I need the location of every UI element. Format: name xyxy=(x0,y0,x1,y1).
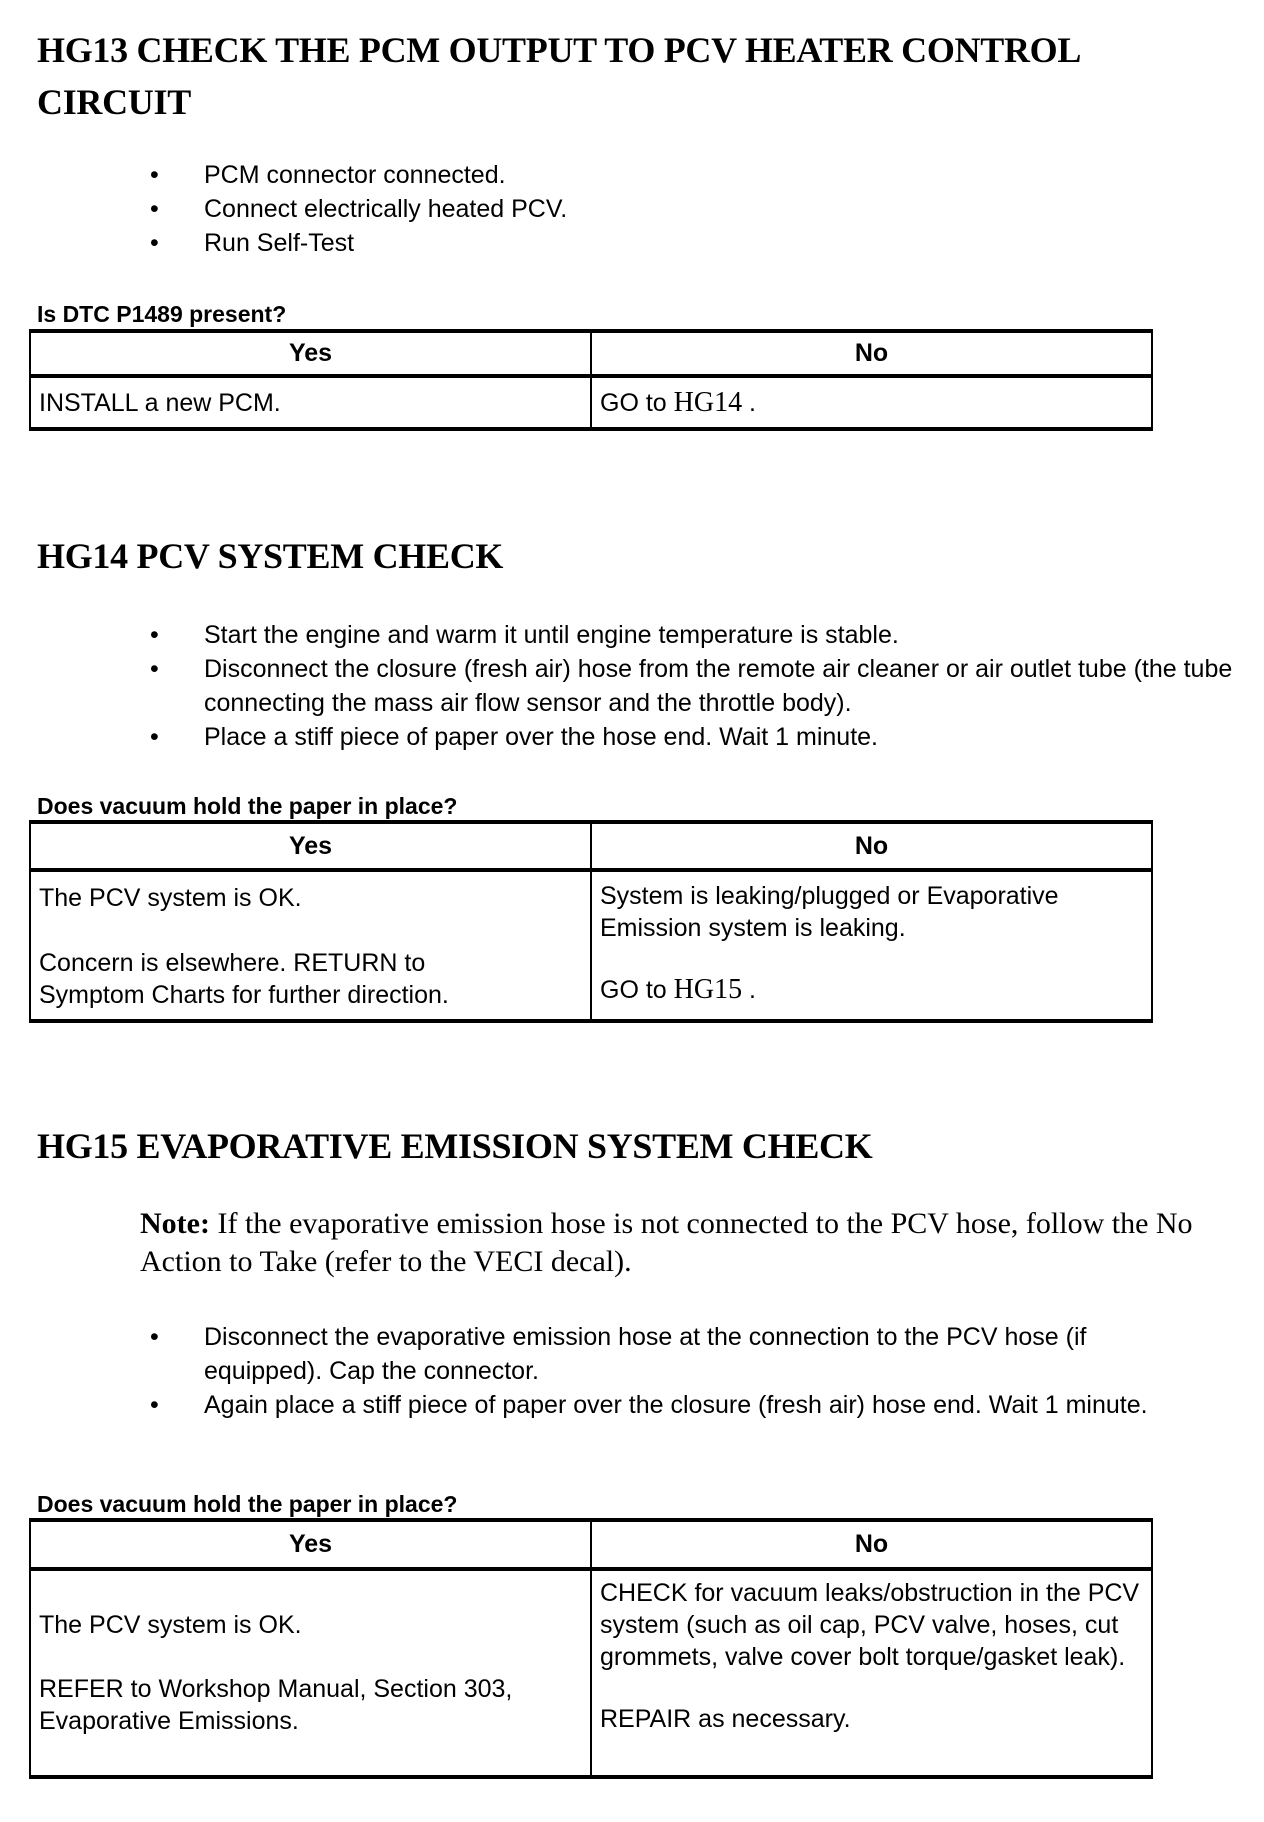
note-label: Note: xyxy=(140,1207,210,1240)
hg15-note: Note: If the evaporative emission hose is not connected to the PCV hose, follow the No Action to Take (refer to the VECI decal). xyxy=(140,1207,1193,1278)
hg13-decision-table xyxy=(29,329,1153,431)
list-item: • Again place a stiff piece of paper over the closure (fresh air) hose end. Wait 1 minute. xyxy=(150,1388,1210,1422)
list-item: • Disconnect the closure (fresh air) hose from the remote air cleaner or air outlet tube (the tube connecting the mass air flow sensor and the throttle body). xyxy=(150,652,1240,720)
no-header: No xyxy=(591,1520,1152,1569)
hg13-question: Is DTC P1489 present? xyxy=(37,301,287,327)
hg14-bullet-list xyxy=(150,618,1240,754)
hg13-bullet-list xyxy=(150,158,567,260)
bullet-icon: • xyxy=(150,1391,159,1419)
hg15-bullet-list xyxy=(150,1320,1210,1422)
yes-header: Yes xyxy=(30,1520,591,1569)
hg14-link[interactable]: HG14 xyxy=(673,386,743,418)
bullet-icon: • xyxy=(150,195,159,223)
hg15-question: Does vacuum hold the paper in place? xyxy=(37,1491,458,1517)
no-cell: GO to HG14 . xyxy=(591,376,1152,429)
hg15-link[interactable]: HG15 xyxy=(673,974,743,1005)
yes-cell: The PCV system is OK. Concern is elsewhere. RETURN to Symptom Charts for further direction. xyxy=(30,870,591,1021)
bullet-icon: • xyxy=(150,161,159,189)
hg15-decision-table xyxy=(29,1518,1153,1779)
bullet-icon: • xyxy=(150,655,159,683)
no-header: No xyxy=(591,822,1152,870)
yes-cell: The PCV system is OK. REFER to Workshop Manual, Section 303, Evaporative Emissions. xyxy=(30,1569,591,1777)
no-cell: CHECK for vacuum leaks/obstruction in the PCV system (such as oil cap, PCV valve, hoses, cut grommets, valve cover bolt torque/gasket leak). REPAIR as necessary. xyxy=(591,1569,1152,1777)
no-header: No xyxy=(591,331,1152,376)
list-item: • Connect electrically heated PCV. xyxy=(150,192,567,226)
bullet-icon: • xyxy=(150,723,159,751)
yes-header: Yes xyxy=(30,331,591,376)
list-item: • Run Self-Test xyxy=(150,226,567,260)
yes-cell: INSTALL a new PCM. xyxy=(30,376,591,429)
hg13-heading: HG13 CHECK THE PCM OUTPUT TO PCV HEATER CONTROL CIRCUIT xyxy=(37,30,1080,122)
no-cell: System is leaking/plugged or Evaporative Emission system is leaking. GO to HG15 . xyxy=(591,870,1152,1021)
hg14-question: Does vacuum hold the paper in place? xyxy=(37,793,458,819)
bullet-icon: • xyxy=(150,621,159,649)
list-item: • Start the engine and warm it until engine temperature is stable. xyxy=(150,618,1240,652)
hg14-decision-table xyxy=(29,820,1153,1023)
hg14-heading: HG14 PCV SYSTEM CHECK xyxy=(37,536,504,576)
bullet-icon: • xyxy=(150,229,159,257)
list-item: • PCM connector connected. xyxy=(150,158,567,192)
yes-header: Yes xyxy=(30,822,591,870)
bullet-icon: • xyxy=(150,1323,159,1351)
list-item: • Disconnect the evaporative emission hose at the connection to the PCV hose (if equipped). Cap the connector. xyxy=(150,1320,1210,1388)
list-item: • Place a stiff piece of paper over the hose end. Wait 1 minute. xyxy=(150,720,1240,754)
hg15-heading: HG15 EVAPORATIVE EMISSION SYSTEM CHECK xyxy=(37,1126,873,1166)
